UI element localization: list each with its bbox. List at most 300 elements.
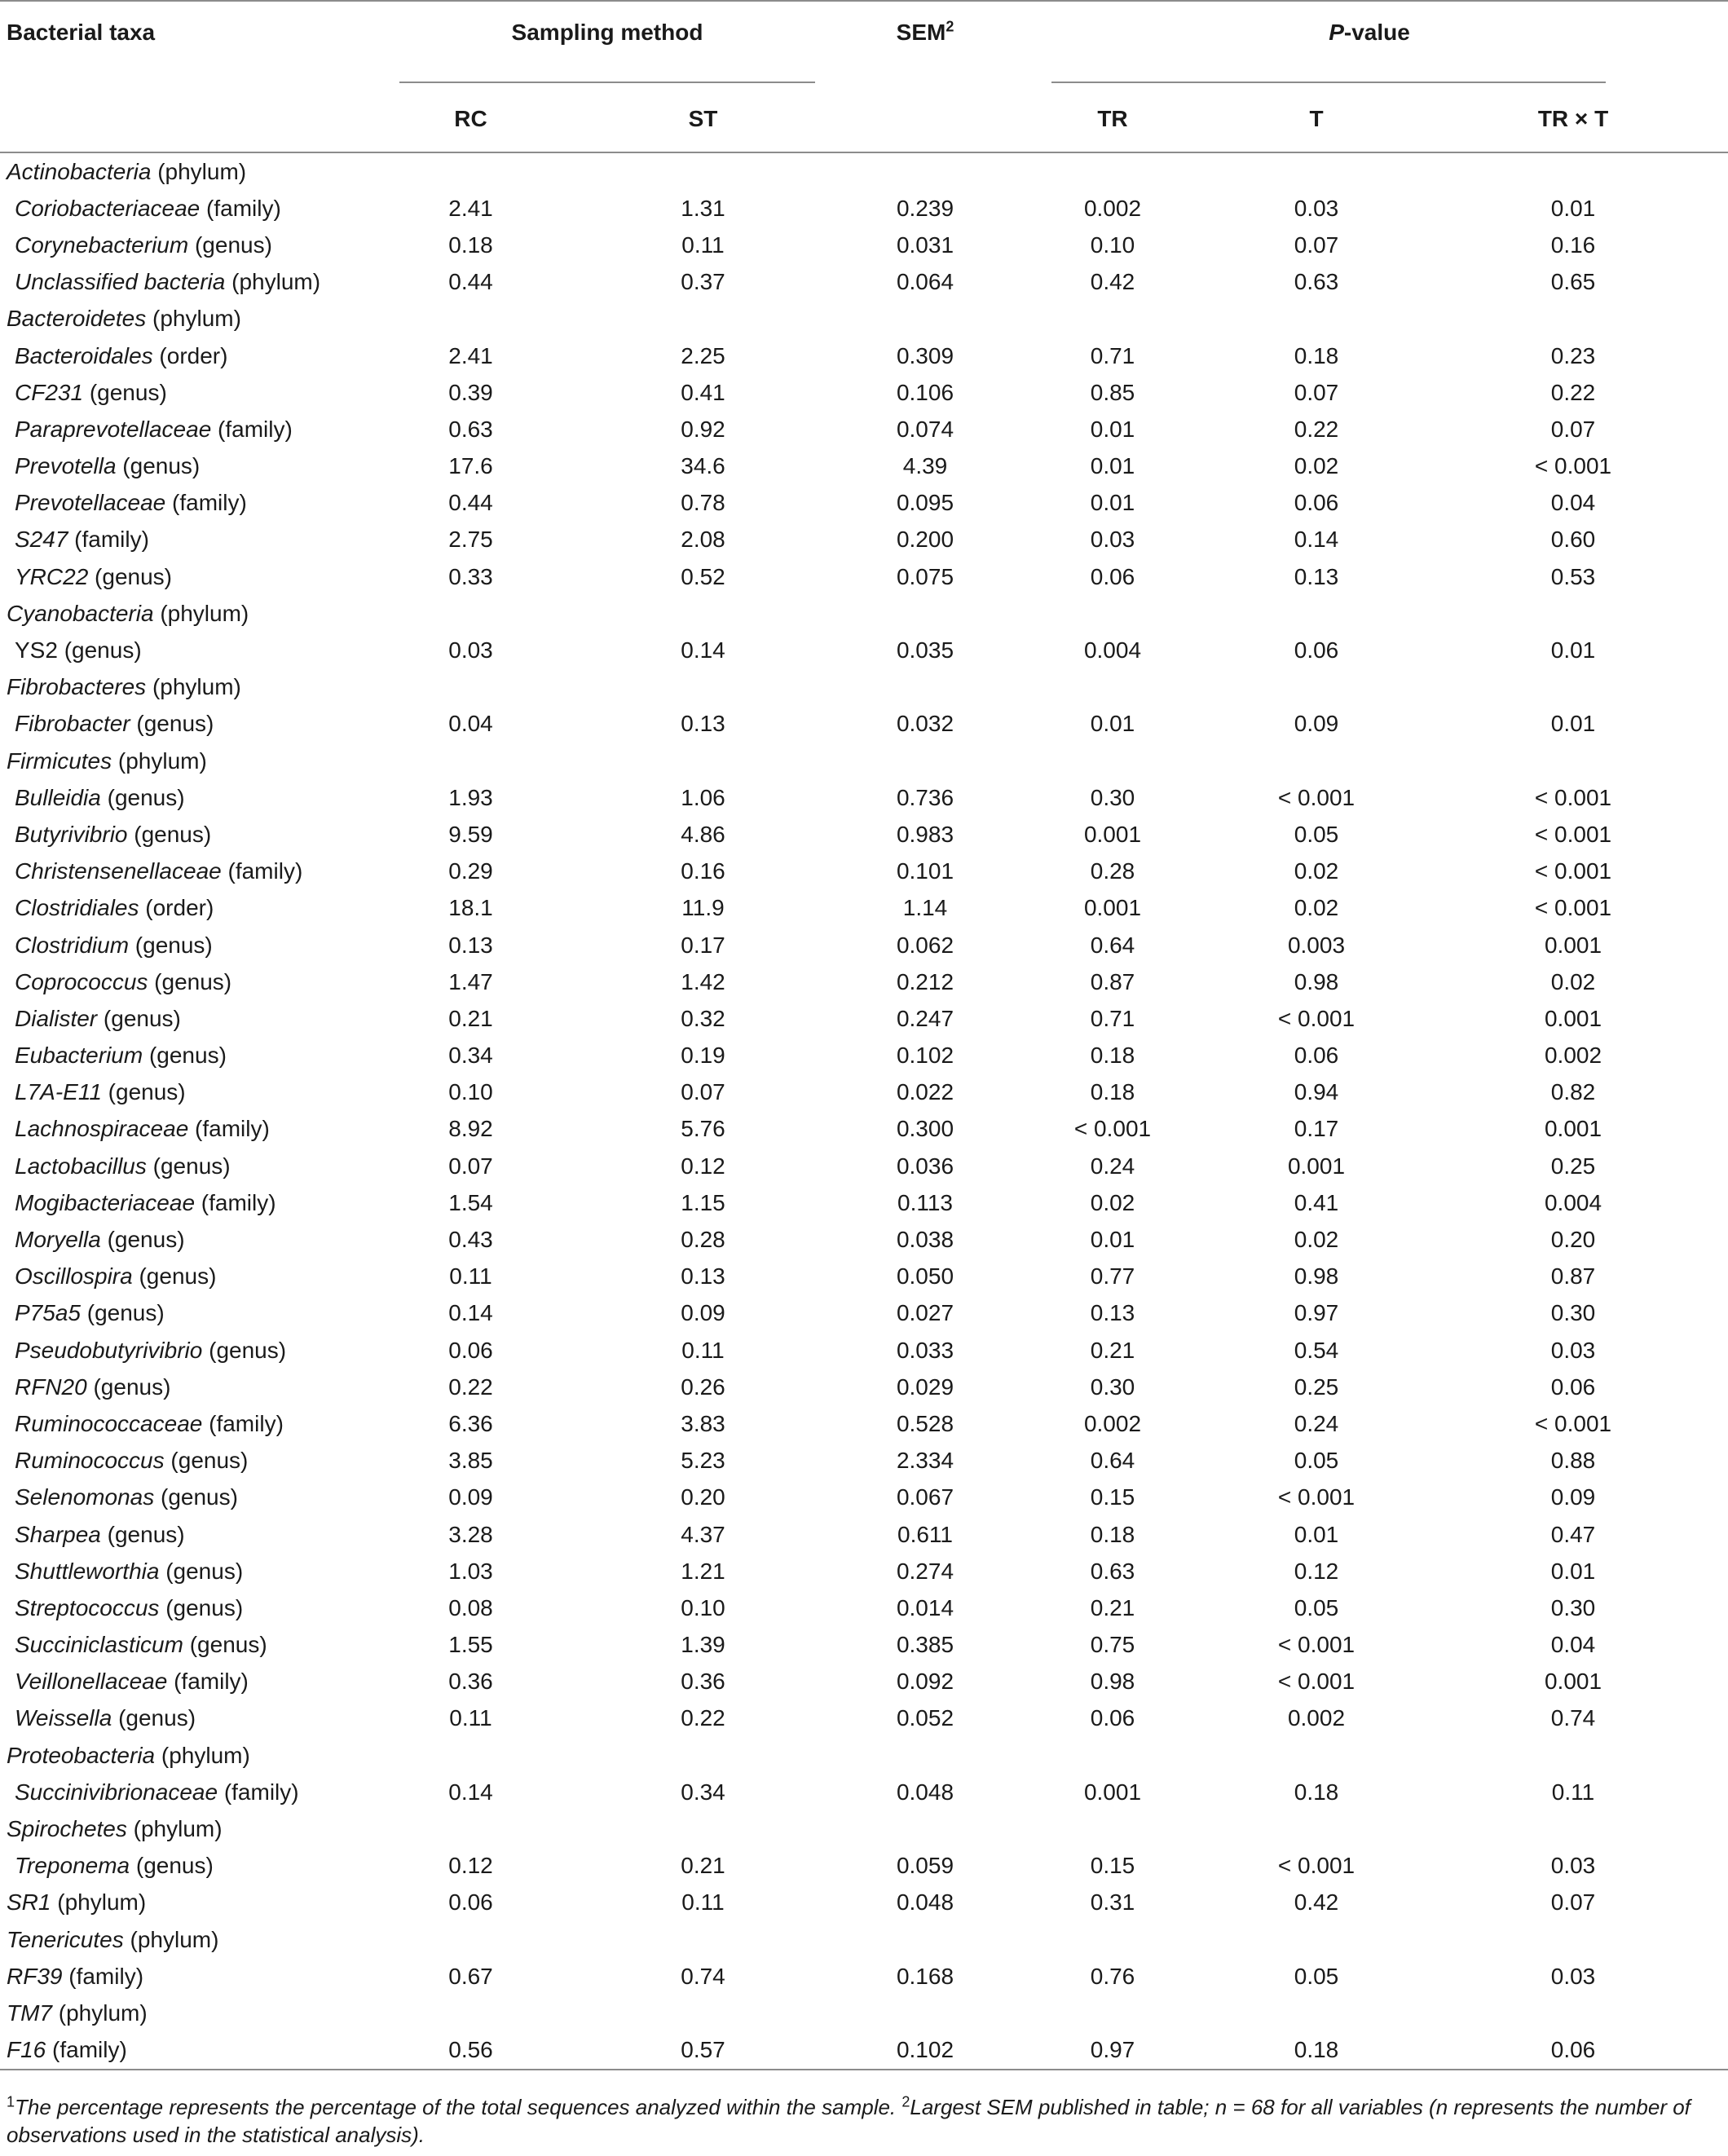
cell-tr: 0.10 [1090, 231, 1135, 258]
cell-tr: 0.001 [1083, 821, 1142, 847]
cell-tr: 0.85 [1090, 379, 1135, 405]
cell-trxt: 0.01 [1550, 195, 1596, 221]
taxon-scientific-name: Tenericutes [7, 1926, 124, 1952]
cell-st: 0.26 [681, 1373, 725, 1400]
cell-trxt [1418, 669, 1728, 706]
cell-trxt: < 0.001 [1534, 858, 1612, 884]
cell-t: 0.001 [1287, 1153, 1346, 1179]
cell-st [566, 1737, 840, 1774]
cell-rc: 0.11 [449, 1263, 492, 1290]
taxon-name [0, 1737, 375, 1774]
table-row [0, 1405, 1728, 1442]
cell-st: 1.21 [681, 1558, 725, 1584]
cell-t: 0.98 [1294, 1263, 1339, 1290]
cell-t: 0.07 [1294, 231, 1339, 258]
cell-st: 0.19 [681, 1043, 725, 1069]
taxon-name [0, 1111, 375, 1148]
cell-t: 0.13 [1294, 563, 1339, 589]
cell-t: 0.41 [1294, 1189, 1339, 1215]
taxon-scientific-name: Succinivibrionaceae [15, 1779, 218, 1805]
cell-sem [840, 669, 1011, 706]
cell-rc: 0.13 [448, 932, 493, 958]
cell-trxt: 0.002 [1544, 1043, 1602, 1069]
taxon-name [0, 1810, 375, 1847]
header-taxa: Bacterial taxa [0, 1, 375, 152]
table-row [0, 1259, 1728, 1295]
cell-st: 1.42 [681, 968, 725, 994]
cell-st: 0.20 [681, 1484, 725, 1510]
taxon-scientific-name: Unclassified bacteria [15, 269, 226, 295]
cell-sem: 0.309 [896, 342, 954, 368]
cell-t [1214, 595, 1418, 632]
cell-t: 0.02 [1294, 453, 1339, 479]
header-sem: SEM$^2$ [840, 1, 1011, 152]
cell-rc: 0.04 [448, 711, 493, 737]
cell-t [1214, 1810, 1418, 1847]
cell-tr: 0.002 [1083, 195, 1142, 221]
cell-t: 0.97 [1294, 1300, 1339, 1326]
cell-st [566, 1810, 840, 1847]
taxon-scientific-name: Veillonellaceae [15, 1669, 168, 1695]
cell-sem [840, 301, 1011, 337]
cell-rc: 1.93 [448, 784, 493, 810]
cell-rc: 1.47 [448, 968, 493, 994]
cell-sem: 0.027 [896, 1300, 954, 1326]
table-row [0, 963, 1728, 1000]
cell-sem: 0.074 [896, 416, 954, 442]
cell-sem [840, 1995, 1011, 2031]
cell-tr: 0.71 [1090, 342, 1135, 368]
taxon-name [0, 595, 375, 632]
taxon-scientific-name: TM7 [7, 1999, 52, 2026]
cell-st: 1.31 [681, 195, 725, 221]
taxon-scientific-name: Prevotellaceae [15, 490, 166, 516]
cell-rc: 0.21 [448, 1005, 493, 1031]
taxon-scientific-name: SR1 [7, 1889, 51, 1916]
cell-sem: 0.032 [896, 711, 954, 737]
cell-trxt: 0.65 [1550, 269, 1596, 295]
taxon-name [0, 227, 375, 263]
cell-sem: 0.052 [896, 1705, 954, 1731]
taxon-rank: (genus) [129, 932, 213, 958]
cell-tr [1011, 301, 1214, 337]
taxon-rank: (genus) [130, 1853, 214, 1879]
cell-t: 0.05 [1294, 1963, 1339, 1989]
taxon-name [0, 1295, 375, 1332]
cell-trxt: 0.74 [1550, 1705, 1596, 1731]
table-row [0, 1443, 1728, 1479]
cell-tr: 0.21 [1090, 1337, 1135, 1363]
taxon-name [0, 853, 375, 890]
taxon-name [0, 337, 375, 374]
table-row [0, 2032, 1728, 2070]
taxon-rank: (genus) [112, 1705, 196, 1731]
cell-tr: 0.77 [1090, 1263, 1135, 1290]
cell-st: 0.17 [681, 932, 725, 958]
cell-sem: 0.062 [896, 932, 954, 958]
cell-sem [840, 743, 1011, 779]
cell-sem: 0.064 [896, 269, 954, 295]
cell-tr: 0.18 [1090, 1521, 1135, 1547]
cell-tr: 0.21 [1090, 1594, 1135, 1620]
cell-st [566, 152, 840, 190]
cell-t: 0.06 [1294, 637, 1339, 664]
taxon-name [0, 1516, 375, 1553]
taxon-scientific-name: F16 [7, 2037, 46, 2063]
taxon-name [0, 1848, 375, 1885]
cell-st: 0.10 [681, 1594, 725, 1620]
cell-t: < 0.001 [1277, 784, 1356, 810]
taxon-rank: (genus) [202, 1337, 287, 1363]
header-row-top [0, 1, 1728, 83]
table-row [0, 1885, 1728, 1921]
taxon-name [0, 2032, 375, 2070]
cell-tr: 0.30 [1090, 784, 1135, 810]
cell-sem: 0.029 [896, 1373, 954, 1400]
cell-st: 0.74 [681, 1963, 725, 1989]
cell-rc: 0.14 [448, 1300, 493, 1326]
cell-tr: < 0.001 [1073, 1116, 1152, 1142]
taxon-name [0, 1553, 375, 1589]
cell-sem: 0.092 [896, 1669, 954, 1695]
taxon-scientific-name: Prevotella [15, 453, 117, 479]
cell-sem: 0.095 [896, 490, 954, 516]
cell-rc: 0.10 [448, 1079, 493, 1105]
cell-rc: 0.34 [448, 1043, 493, 1069]
cell-trxt: 0.04 [1550, 490, 1596, 516]
table-row [0, 706, 1728, 743]
taxon-name [0, 1259, 375, 1295]
cell-st [566, 595, 840, 632]
cell-st: 0.11 [681, 1889, 725, 1916]
taxon-name [0, 1664, 375, 1700]
cell-rc [375, 743, 566, 779]
taxon-scientific-name: YRC22 [15, 563, 89, 589]
cell-rc: 1.03 [448, 1558, 493, 1584]
cell-tr: 0.24 [1090, 1153, 1135, 1179]
cell-t: < 0.001 [1277, 1853, 1356, 1879]
table-row [0, 1221, 1728, 1258]
cell-tr: 0.002 [1083, 1410, 1142, 1436]
cell-trxt: 0.02 [1550, 968, 1596, 994]
cell-tr: 0.18 [1090, 1043, 1135, 1069]
cell-st: 11.9 [681, 895, 725, 921]
cell-t [1214, 301, 1418, 337]
cell-sem: 0.022 [896, 1079, 954, 1105]
cell-trxt: 0.23 [1550, 342, 1596, 368]
cell-rc: 3.28 [448, 1521, 493, 1547]
taxon-rank: (family) [188, 1116, 270, 1142]
cell-rc: 0.33 [448, 563, 493, 589]
cell-t: 0.17 [1294, 1116, 1339, 1142]
taxon-scientific-name: Firmicutes [7, 747, 112, 774]
taxon-name [0, 1443, 375, 1479]
group-row [0, 152, 1728, 190]
taxon-scientific-name: Streptococcus [15, 1594, 160, 1620]
table-row [0, 1553, 1728, 1589]
cell-rc: 18.1 [448, 895, 493, 921]
table-row [0, 522, 1728, 558]
cell-trxt: 0.88 [1550, 1448, 1596, 1474]
cell-rc: 1.54 [448, 1189, 493, 1215]
taxon-rank: (family) [46, 2037, 127, 2063]
taxon-scientific-name: Coriobacteriaceae [15, 195, 201, 221]
taxon-name [0, 190, 375, 227]
table-row [0, 1074, 1728, 1111]
cell-trxt: 0.001 [1544, 932, 1602, 958]
taxon-rank: (genus) [188, 231, 272, 258]
cell-t [1214, 743, 1418, 779]
cell-st: 2.25 [681, 342, 725, 368]
cell-sem [840, 595, 1011, 632]
taxon-scientific-name: Fibrobacteres [7, 674, 147, 700]
cell-st [566, 1995, 840, 2031]
cell-rc: 0.67 [448, 1963, 493, 1989]
taxon-name [0, 448, 375, 485]
cell-tr: 0.64 [1090, 932, 1135, 958]
taxon-name [0, 301, 375, 337]
taxon-rank: (phylum) [126, 1816, 223, 1842]
cell-st: 0.07 [681, 1079, 725, 1105]
taxon-name [0, 1038, 375, 1074]
cell-tr: 0.30 [1090, 1373, 1135, 1400]
taxon-name [0, 706, 375, 743]
cell-rc: 0.39 [448, 379, 493, 405]
taxon-scientific-name: CF231 [15, 379, 84, 405]
cell-rc: 0.08 [448, 1594, 493, 1620]
cell-sem: 0.168 [896, 1963, 954, 1989]
cell-tr: 0.31 [1090, 1889, 1135, 1916]
cell-t [1214, 152, 1418, 190]
cell-trxt [1418, 595, 1728, 632]
cell-trxt: 0.001 [1544, 1669, 1602, 1695]
cell-t: 0.07 [1294, 379, 1339, 405]
cell-rc: 0.43 [448, 1227, 493, 1253]
cell-tr: 0.01 [1090, 711, 1135, 737]
taxon-scientific-name: Treponema [15, 1853, 130, 1879]
taxon-scientific-name: Spirochetes [7, 1816, 127, 1842]
header-t: T [1214, 83, 1418, 152]
cell-trxt: 0.09 [1550, 1484, 1596, 1510]
cell-st: 0.16 [681, 858, 725, 884]
cell-st: 4.86 [681, 821, 725, 847]
cell-rc: 6.36 [448, 1410, 493, 1436]
cell-sem: 0.101 [896, 858, 954, 884]
table-row [0, 927, 1728, 963]
taxon-rank: (family) [165, 490, 247, 516]
cell-tr: 0.15 [1090, 1484, 1135, 1510]
taxon-rank: (family) [195, 1189, 276, 1215]
cell-trxt: 0.30 [1550, 1300, 1596, 1326]
taxon-name [0, 1958, 375, 1995]
taxon-scientific-name: L7A-E11 [15, 1079, 102, 1105]
taxon-scientific-name: Proteobacteria [7, 1742, 156, 1768]
taxon-name [0, 1589, 375, 1626]
cell-tr [1011, 595, 1214, 632]
cell-tr: 0.97 [1011, 2032, 1214, 2070]
header-pvalue: P-value [1011, 1, 1728, 83]
cell-rc: 0.09 [448, 1484, 493, 1510]
cell-trxt: 0.07 [1550, 1889, 1596, 1916]
cell-rc: 0.29 [448, 858, 493, 884]
cell-sem: 0.033 [896, 1337, 954, 1363]
cell-sem [840, 1921, 1011, 1958]
cell-rc: 17.6 [448, 453, 493, 479]
taxon-scientific-name: Butyrivibrio [15, 821, 128, 847]
cell-t: 0.24 [1294, 1410, 1339, 1436]
group-row [0, 669, 1728, 706]
cell-tr: 0.63 [1090, 1558, 1135, 1584]
cell-st [566, 669, 840, 706]
cell-trxt [1418, 1995, 1728, 2031]
cell-st: 0.28 [681, 1227, 725, 1253]
taxon-rank: (phylum) [225, 269, 321, 295]
taxon-rank: (family) [218, 1779, 299, 1805]
taxon-rank: (family) [167, 1669, 249, 1695]
table-row [0, 1111, 1728, 1148]
header-rc: RC [375, 83, 566, 152]
cell-t: 0.05 [1294, 821, 1339, 847]
cell-trxt: 0.87 [1550, 1263, 1596, 1290]
table-row [0, 1332, 1728, 1369]
table-row [0, 1958, 1728, 1995]
taxon-name [0, 1885, 375, 1921]
taxon-rank: (genus) [97, 1005, 181, 1031]
cell-t: 0.02 [1294, 895, 1339, 921]
cell-trxt: 0.53 [1550, 563, 1596, 589]
cell-rc: 0.12 [448, 1853, 493, 1879]
taxon-rank: (genus) [88, 563, 172, 589]
cell-t: 0.63 [1294, 269, 1339, 295]
cell-sem: 0.038 [896, 1227, 954, 1253]
taxon-scientific-name: Corynebacterium [15, 231, 189, 258]
cell-tr: 0.15 [1090, 1853, 1135, 1879]
taxon-name [0, 1074, 375, 1111]
cell-tr: 0.01 [1090, 453, 1135, 479]
cell-trxt: 0.06 [1550, 1373, 1596, 1400]
cell-trxt: 0.03 [1550, 1853, 1596, 1879]
taxon-scientific-name: Eubacterium [15, 1043, 143, 1069]
cell-trxt: 0.03 [1550, 1337, 1596, 1363]
cell-rc [375, 595, 566, 632]
cell-trxt: 0.25 [1550, 1153, 1596, 1179]
cell-sem: 0.247 [896, 1005, 954, 1031]
taxon-name [0, 632, 375, 668]
taxon-rank: (genus) [130, 711, 214, 737]
cell-sem: 0.059 [896, 1853, 954, 1879]
taxon-rank: (genus) [127, 821, 212, 847]
taxon-scientific-name: Ruminococcaceae [15, 1410, 203, 1436]
cell-st: 0.14 [681, 637, 725, 664]
taxon-scientific-name: Ruminococcus [15, 1448, 165, 1474]
cell-rc [375, 1737, 566, 1774]
taxon-rank: (genus) [116, 453, 201, 479]
cell-trxt: 0.11 [1551, 1779, 1595, 1805]
taxon-name [0, 1332, 375, 1369]
cell-sem: 0.300 [896, 1116, 954, 1142]
cell-t: 0.05 [1294, 1448, 1339, 1474]
taxon-rank: (phylum) [51, 1889, 147, 1916]
cell-rc: 0.11 [449, 1705, 492, 1731]
taxon-rank: (genus) [183, 1632, 267, 1658]
taxon-rank: YS2 (genus) [15, 637, 142, 664]
cell-rc: 0.44 [448, 490, 493, 516]
cell-st: 5.23 [681, 1448, 725, 1474]
taxon-rank: (genus) [100, 784, 185, 810]
cell-st: 34.6 [681, 453, 725, 479]
table-row [0, 374, 1728, 411]
cell-rc: 0.18 [448, 231, 493, 258]
cell-st: 0.22 [681, 1705, 725, 1731]
table-row [0, 816, 1728, 853]
header-tr: TR [1011, 83, 1214, 152]
cell-st: 0.09 [681, 1300, 725, 1326]
cell-t: 0.18 [1214, 2032, 1418, 2070]
cell-trxt: 0.04 [1550, 1632, 1596, 1658]
cell-st: 0.92 [681, 416, 725, 442]
table-row [0, 1627, 1728, 1664]
taxon-scientific-name: Bacteroidetes [7, 306, 147, 332]
cell-t: 0.25 [1294, 1373, 1339, 1400]
group-row [0, 1921, 1728, 1958]
header-st: ST [566, 83, 840, 152]
taxon-rank: (genus) [132, 1263, 217, 1290]
cell-tr [1011, 1995, 1214, 2031]
cell-tr: 0.06 [1090, 563, 1135, 589]
table-row [0, 337, 1728, 374]
cell-tr: 0.64 [1090, 1448, 1135, 1474]
table-row [0, 1369, 1728, 1405]
taxon-scientific-name: Oscillospira [15, 1263, 133, 1290]
taxon-scientific-name: RFN20 [15, 1373, 87, 1400]
cell-sem: 0.075 [896, 563, 954, 589]
cell-tr: 0.76 [1090, 1963, 1135, 1989]
cell-rc: 0.56 [375, 2032, 566, 2070]
taxon-scientific-name: S247 [15, 527, 68, 553]
cell-trxt: < 0.001 [1534, 453, 1612, 479]
cell-trxt [1418, 1921, 1728, 1958]
cell-rc: 2.41 [448, 195, 493, 221]
cell-rc [375, 301, 566, 337]
table-row [0, 890, 1728, 927]
taxon-name [0, 927, 375, 963]
taxon-name [0, 558, 375, 595]
taxon-name [0, 411, 375, 448]
taxon-name [0, 152, 375, 190]
cell-st: 0.37 [681, 269, 725, 295]
taxon-rank: (family) [211, 416, 293, 442]
cell-sem: 0.983 [896, 821, 954, 847]
cell-trxt: 0.16 [1550, 231, 1596, 258]
cell-rc: 0.36 [448, 1669, 493, 1695]
cell-trxt: 0.60 [1550, 527, 1596, 553]
cell-rc [375, 1810, 566, 1847]
cell-tr: 0.87 [1090, 968, 1135, 994]
cell-sem: 0.736 [896, 784, 954, 810]
cell-st: 0.32 [681, 1005, 725, 1031]
cell-trxt: 0.47 [1550, 1521, 1596, 1547]
cell-st: 0.21 [681, 1853, 725, 1879]
cell-rc: 2.41 [448, 342, 493, 368]
cell-trxt: 0.06 [1418, 2032, 1728, 2070]
cell-rc: 8.92 [448, 1116, 493, 1142]
taxon-scientific-name: Fibrobacter [15, 711, 130, 737]
cell-t: 0.03 [1294, 195, 1339, 221]
cell-tr: 0.98 [1090, 1669, 1135, 1695]
cell-sem: 0.102 [840, 2032, 1011, 2070]
group-row [0, 301, 1728, 337]
cell-sem: 0.031 [896, 231, 954, 258]
